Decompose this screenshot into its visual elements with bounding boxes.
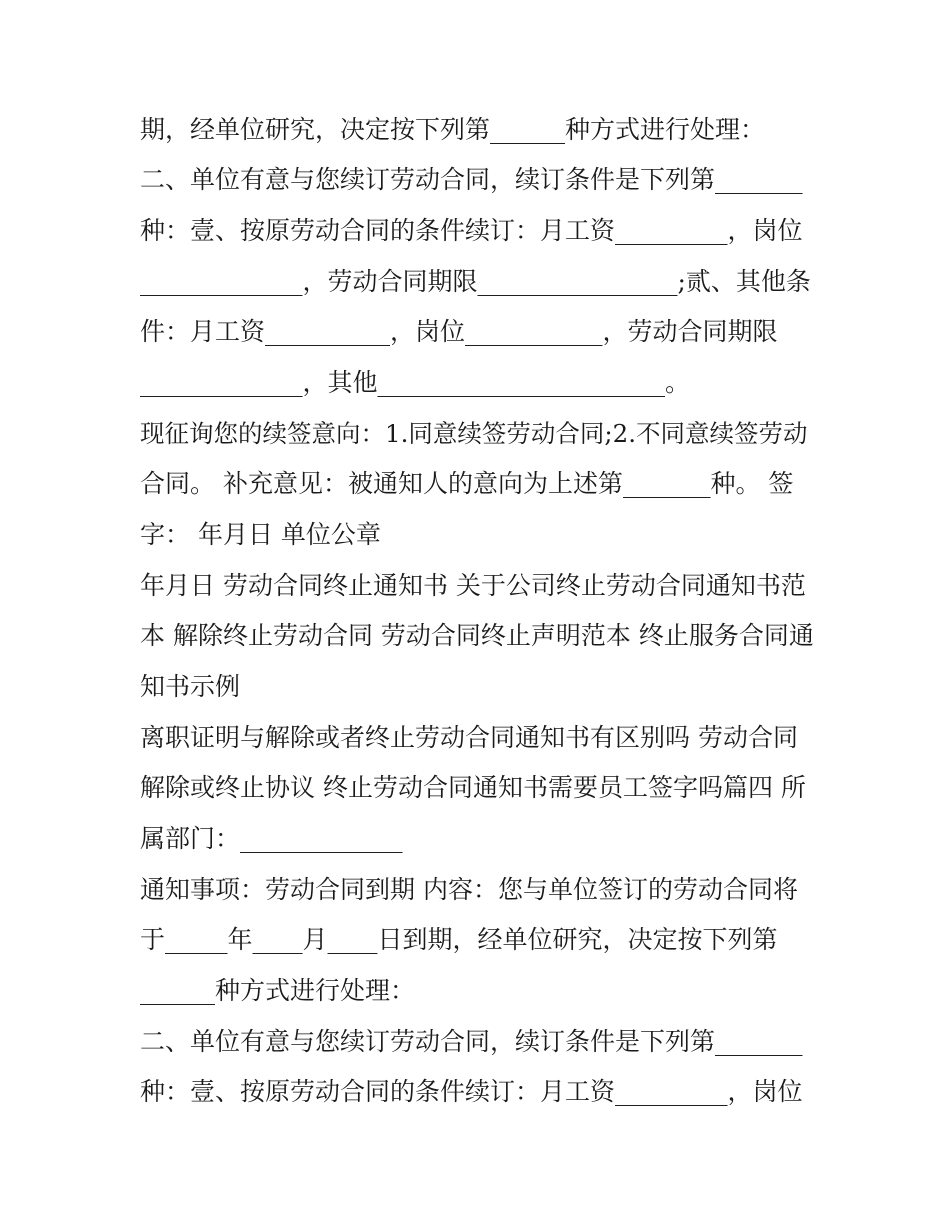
text-line: 二、单位有意与您续订劳动合同，续订条件是下列第_______ <box>140 165 803 194</box>
text-line: 种：壹、按原劳动合同的条件续订：月工资_________，岗位 <box>140 216 803 245</box>
text-line: 通知事项：劳动合同到期 内容：您与单位签订的劳动合同将 <box>140 875 798 904</box>
text-line: 期，经单位研究，决定按下列第______种方式进行处理： <box>140 115 766 144</box>
text-line: 本 解除终止劳动合同 劳动合同终止声明范本 终止服务合同通 <box>140 621 814 650</box>
text-line: 二、单位有意与您续订劳动合同，续订条件是下列第_______ <box>140 1027 803 1056</box>
text-line: 离职证明与解除或者终止劳动合同通知书有区别吗 劳动合同 <box>140 723 798 752</box>
text-line: ______种方式进行处理： <box>140 976 416 1005</box>
text-line: 现征询您的续签意向：1.同意续签劳动合同;2.不同意续签劳动 <box>140 419 808 448</box>
text-line: _____________，劳动合同期限________________;贰、其他条 <box>140 267 811 296</box>
text-line: 年月日 劳动合同终止通知书 关于公司终止劳动合同通知书范 <box>140 571 806 600</box>
text-line: 种：壹、按原劳动合同的条件续订：月工资_________，岗位 <box>140 1077 803 1106</box>
text-line: 属部门：_____________ <box>140 824 403 853</box>
text-line: 解除或终止协议 终止劳动合同通知书需要员工签字吗篇四 所 <box>140 773 806 802</box>
text-line: 字： 年月日 单位公章 <box>140 520 381 549</box>
text-line: 合同。 补充意见：被通知人的意向为上述第_______种。 签 <box>140 469 794 498</box>
text-line: _____________，其他_______________________。 <box>140 368 691 397</box>
text-line: 知书示例 <box>140 672 241 701</box>
text-line: 件：月工资__________，岗位___________，劳动合同期限 <box>140 317 778 346</box>
text-line: 于_____年____月____日到期，经单位研究，决定按下列第 <box>140 925 778 954</box>
